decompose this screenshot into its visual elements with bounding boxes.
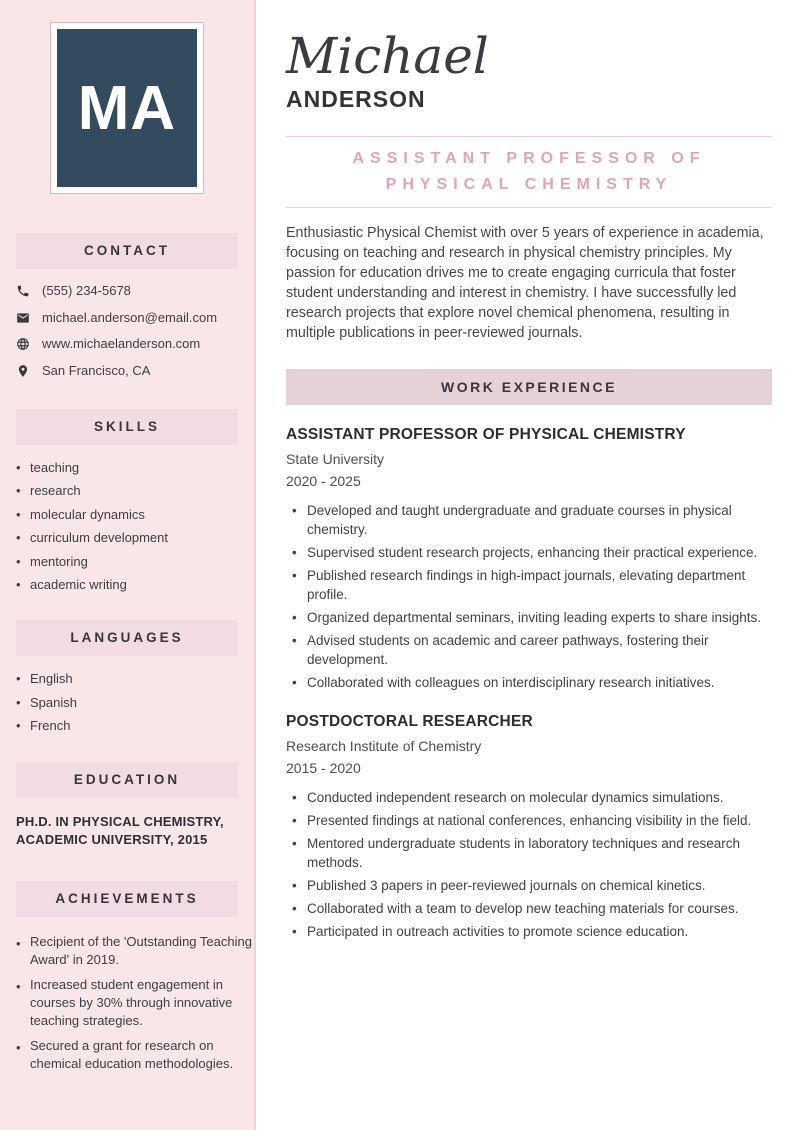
job-company: State University xyxy=(286,451,385,467)
achievements-section-header: ACHIEVEMENTS xyxy=(16,881,238,917)
job-bullet-list xyxy=(286,501,772,692)
skill-item: • academic writing xyxy=(16,578,254,592)
language-item: • English xyxy=(16,672,254,686)
job-dates: 2020 - 2025 xyxy=(286,473,361,489)
skill-item: • research xyxy=(16,484,254,498)
globe-icon xyxy=(16,337,30,351)
job-bullet: • Supervised student research projects, enhancing their practical experience. xyxy=(286,543,772,562)
skill-item: • teaching xyxy=(16,461,254,475)
job-entry xyxy=(286,713,772,941)
languages-list xyxy=(16,672,254,733)
email-icon xyxy=(16,311,30,325)
contact-item-phone xyxy=(16,284,254,298)
achievements-list xyxy=(16,933,254,1073)
main-content xyxy=(258,0,800,1130)
skill-item: • curriculum development xyxy=(16,531,254,545)
job-bullet: • Advised students on academic and career pathways, fostering their development. xyxy=(286,631,772,669)
phone-icon xyxy=(16,284,30,298)
skills-list xyxy=(16,461,254,593)
sidebar xyxy=(0,0,256,1130)
job-company: Research Institute of Chemistry xyxy=(286,738,482,754)
last-name: ANDERSON xyxy=(286,86,426,112)
language-item: • Spanish xyxy=(16,696,254,710)
contact-list xyxy=(16,284,254,378)
achievement-item: • Recipient of the 'Outstanding Teaching Award' in 2019. xyxy=(16,933,254,969)
job-bullet: • Developed and taught undergraduate and graduate courses in physical chemistry. xyxy=(286,501,772,539)
job-bullet: • Mentored undergraduate students in laboratory techniques and research methods. xyxy=(286,834,772,872)
job-bullet: • Published research findings in high-impact journals, elevating department profile. xyxy=(286,566,772,604)
achievement-item: • Secured a grant for research on chemical education methodologies. xyxy=(16,1037,254,1073)
contact-item-email xyxy=(16,311,254,325)
first-name: Michael xyxy=(286,27,489,85)
contact-email-text: michael.anderson@email.com xyxy=(42,309,218,325)
job-role: POSTDOCTORAL RESEARCHER xyxy=(286,713,533,730)
job-bullet: • Collaborated with a team to develop new teaching materials for courses. xyxy=(286,899,772,918)
contact-location-text: San Francisco, CA xyxy=(42,362,151,378)
summary-paragraph: Enthusiastic Physical Chemist with over 5 years of experience in academia, focusing on teaching and research in physical chemistry principles. My passion for education drives me to create engaging curricula that foster student understanding and interest in chemistry. I have successfully led research projects that explore novel chemical phenomena, resulting in multiple publications in peer-reviewed journals. xyxy=(286,225,764,341)
job-bullet: • Participated in outreach activities to promote science education. xyxy=(286,922,772,941)
job-bullet: • Collaborated with colleagues on interdisciplinary research initiatives. xyxy=(286,673,772,692)
job-bullet-list xyxy=(286,788,772,941)
job-role: ASSISTANT PROFESSOR OF PHYSICAL CHEMISTRY xyxy=(286,426,686,443)
work-experience-section-header: WORK EXPERIENCE xyxy=(286,369,772,405)
education-section-header: EDUCATION xyxy=(16,762,238,798)
skill-item: • mentoring xyxy=(16,555,254,569)
contact-website-text: www.michaelanderson.com xyxy=(42,336,201,351)
achievement-item: • Increased student engagement in courses by 30% through innovative teaching strategies. xyxy=(16,976,254,1030)
skill-item: • molecular dynamics xyxy=(16,508,254,522)
education-degree: PH.D. IN PHYSICAL CHEMISTRY, ACADEMIC UNIVERSITY, 2015 xyxy=(16,814,224,847)
job-dates: 2015 - 2020 xyxy=(286,760,361,776)
language-item: • French xyxy=(16,719,254,733)
monogram-frame xyxy=(50,22,204,194)
page-title: ASSISTANT PROFESSOR OF PHYSICAL CHEMISTRY xyxy=(352,150,706,193)
contact-item-website xyxy=(16,337,254,351)
contact-item-location xyxy=(16,364,254,378)
skills-section-header: SKILLS xyxy=(16,409,238,445)
job-bullet: • Presented findings at national conferences, enhancing visibility in the field. xyxy=(286,811,772,830)
contact-section-header: CONTACT xyxy=(16,233,238,269)
job-bullet: • Published 3 papers in peer-reviewed journals on chemical kinetics. xyxy=(286,876,772,895)
location-icon xyxy=(16,364,30,378)
job-bullet: • Conducted independent research on molecular dynamics simulations. xyxy=(286,788,772,807)
contact-phone-text: (555) 234-5678 xyxy=(42,283,131,298)
monogram-avatar: MA xyxy=(57,29,197,187)
divider xyxy=(286,207,772,208)
languages-section-header: LANGUAGES xyxy=(16,620,238,656)
job-entry xyxy=(286,426,772,692)
job-bullet: • Organized departmental seminars, inviting leading experts to share insights. xyxy=(286,608,772,627)
